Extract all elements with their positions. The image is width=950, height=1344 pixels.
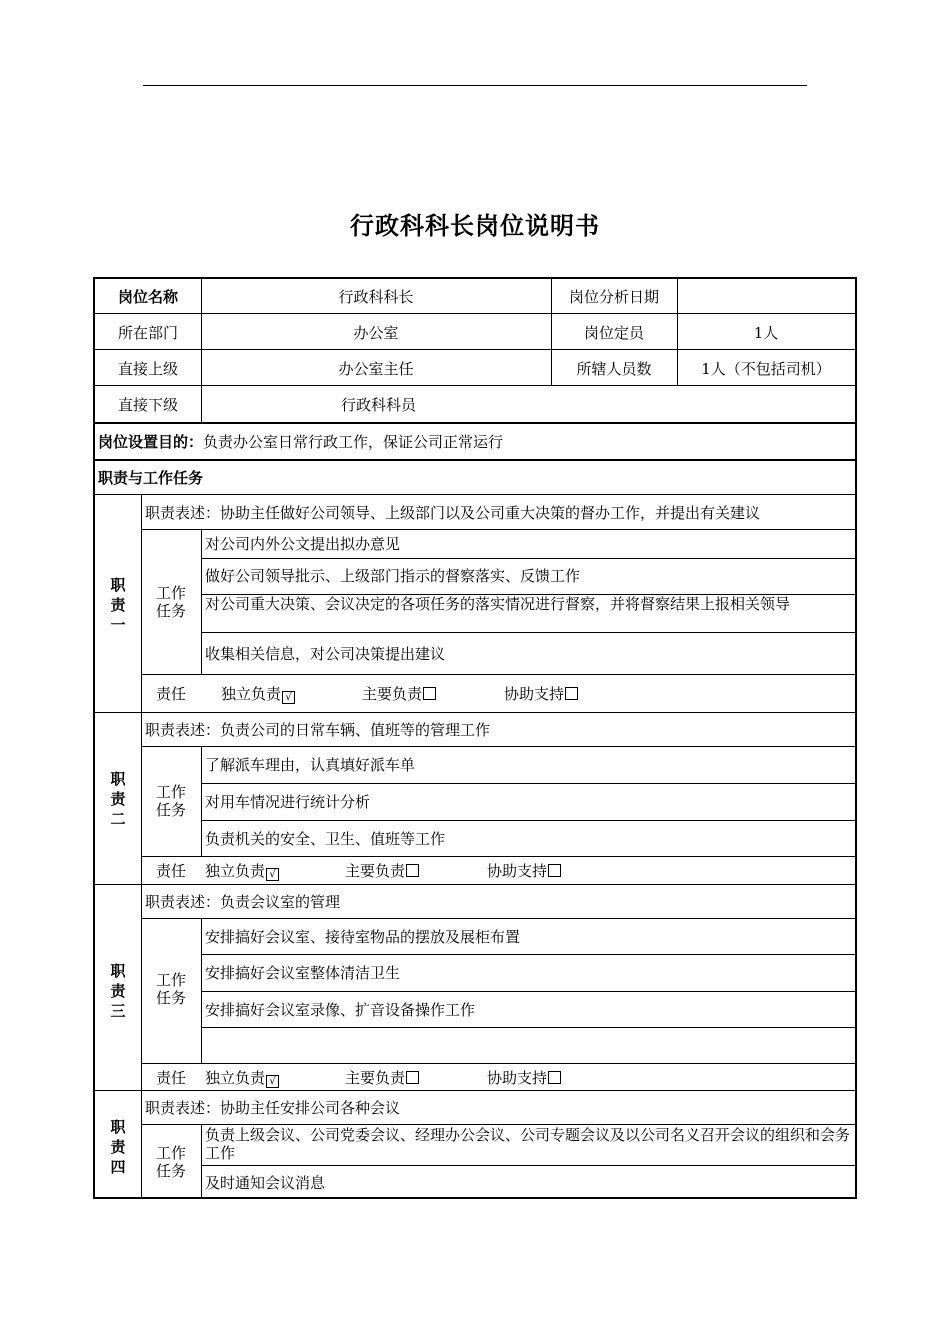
position-name-value: 行政科科长 — [338, 288, 414, 306]
duties-heading: 职责与工作任务 — [98, 469, 204, 487]
duty-2-label: 职责二 — [110, 770, 126, 828]
purpose-label: 岗位设置目的： — [98, 433, 204, 451]
duty-1-label: 职责一 — [110, 576, 126, 634]
headcount-value: 1人 — [753, 324, 779, 342]
page-title: 行政科科长岗位说明书 — [350, 212, 600, 240]
duty-3-independent: 独立负责 √ — [205, 1069, 405, 1088]
subordinate-value: 行政科科员 — [341, 396, 417, 414]
duty-2-task-3: 负责机关的安全、卫生、值班等工作 — [205, 830, 446, 848]
position-name-label: 岗位名称 — [117, 288, 178, 306]
duty-1-task-label: 工作任务 — [155, 584, 186, 620]
checkbox-empty-icon[interactable] — [565, 687, 578, 700]
duty-1-independent: 独立负责 √ — [221, 685, 421, 704]
duty-4-task-1: 负责上级会议、公司党委会议、经理办公会议、公司专题会议及以公司名义召开会议的组织和会务工作 — [205, 1126, 851, 1162]
duty-1-primary: 主要负责 — [362, 685, 562, 703]
duty-3-resp-label: 责任 — [155, 1069, 186, 1087]
purpose-row — [98, 433, 848, 451]
duty-1-assist: 协助支持 — [504, 685, 704, 703]
duty-2-task-1: 了解派车理由，认真填好派车单 — [205, 756, 416, 774]
duty-3-assist: 协助支持 — [487, 1069, 687, 1087]
duty-2-primary: 主要负责 — [345, 862, 545, 880]
department-value: 办公室 — [353, 324, 399, 342]
headcount-label: 岗位定员 — [583, 324, 644, 342]
duty-4-label: 职责四 — [110, 1118, 126, 1176]
duty-3-task-1: 安排搞好会议室、接待室物品的摆放及展柜布置 — [205, 928, 521, 946]
duty-1-resp-label: 责任 — [155, 685, 186, 703]
duty-3-label: 职责三 — [110, 962, 126, 1020]
duty-3-primary: 主要负责 — [345, 1069, 545, 1087]
duty-1-task-4: 收集相关信息，对公司决策提出建议 — [205, 645, 446, 663]
superior-label: 直接上级 — [117, 360, 178, 378]
duty-1-task-2: 做好公司领导批示、上级部门指示的督察落实、反馈工作 — [205, 567, 581, 585]
duty-1-task-3: 对公司重大决策、会议决定的各项任务的落实情况进行督察，并将督察结果上报相关领导 — [205, 595, 791, 613]
duty-3-task-label: 工作任务 — [155, 971, 186, 1007]
duty-2-assist: 协助支持 — [487, 862, 687, 880]
duty-4-desc: 职责表述：协助主任安排公司各种会议 — [145, 1099, 401, 1117]
duty-2-desc: 职责表述：负责公司的日常车辆、值班等的管理工作 — [145, 721, 491, 739]
analysis-date-label: 岗位分析日期 — [568, 288, 659, 306]
checkbox-checked-icon[interactable]: √ — [266, 868, 279, 881]
duty-1-task-1: 对公司内外公文提出拟办意见 — [205, 535, 401, 553]
duty-3-desc: 职责表述：负责会议室的管理 — [145, 893, 341, 911]
duty-1-desc: 职责表述：协助主任做好公司领导、上级部门以及公司重大决策的督办工作，并提出有关建议 — [145, 504, 761, 522]
job-description-form — [93, 277, 857, 1199]
subordinates-count-value: 1人（不包括司机） — [701, 360, 831, 378]
checkbox-empty-icon[interactable] — [406, 864, 419, 877]
checkbox-checked-icon[interactable]: √ — [282, 691, 295, 704]
duty-2-task-2: 对用车情况进行统计分析 — [205, 793, 371, 811]
duty-2-independent: 独立负责 √ — [205, 862, 405, 881]
duty-2-resp-label: 责任 — [155, 862, 186, 880]
checkbox-empty-icon[interactable] — [423, 687, 436, 700]
subordinate-label: 直接下级 — [117, 396, 178, 414]
header-rule — [143, 85, 807, 86]
department-label: 所在部门 — [117, 324, 178, 342]
purpose-text: 负责办公室日常行政工作，保证公司正常运行 — [203, 433, 504, 451]
duty-3-task-2: 安排搞好会议室整体清洁卫生 — [205, 964, 401, 982]
duty-2-task-label: 工作任务 — [155, 783, 186, 819]
checkbox-empty-icon[interactable] — [548, 864, 561, 877]
superior-value: 办公室主任 — [338, 360, 414, 378]
duty-3-task-3: 安排搞好会议室录像、扩音设备操作工作 — [205, 1001, 476, 1019]
subordinates-count-label: 所辖人员数 — [576, 360, 652, 378]
checkbox-checked-icon[interactable]: √ — [266, 1075, 279, 1088]
checkbox-empty-icon[interactable] — [548, 1071, 561, 1084]
duty-4-task-2: 及时通知会议消息 — [205, 1174, 326, 1192]
checkbox-empty-icon[interactable] — [406, 1071, 419, 1084]
duty-4-task-label: 工作任务 — [155, 1144, 186, 1180]
